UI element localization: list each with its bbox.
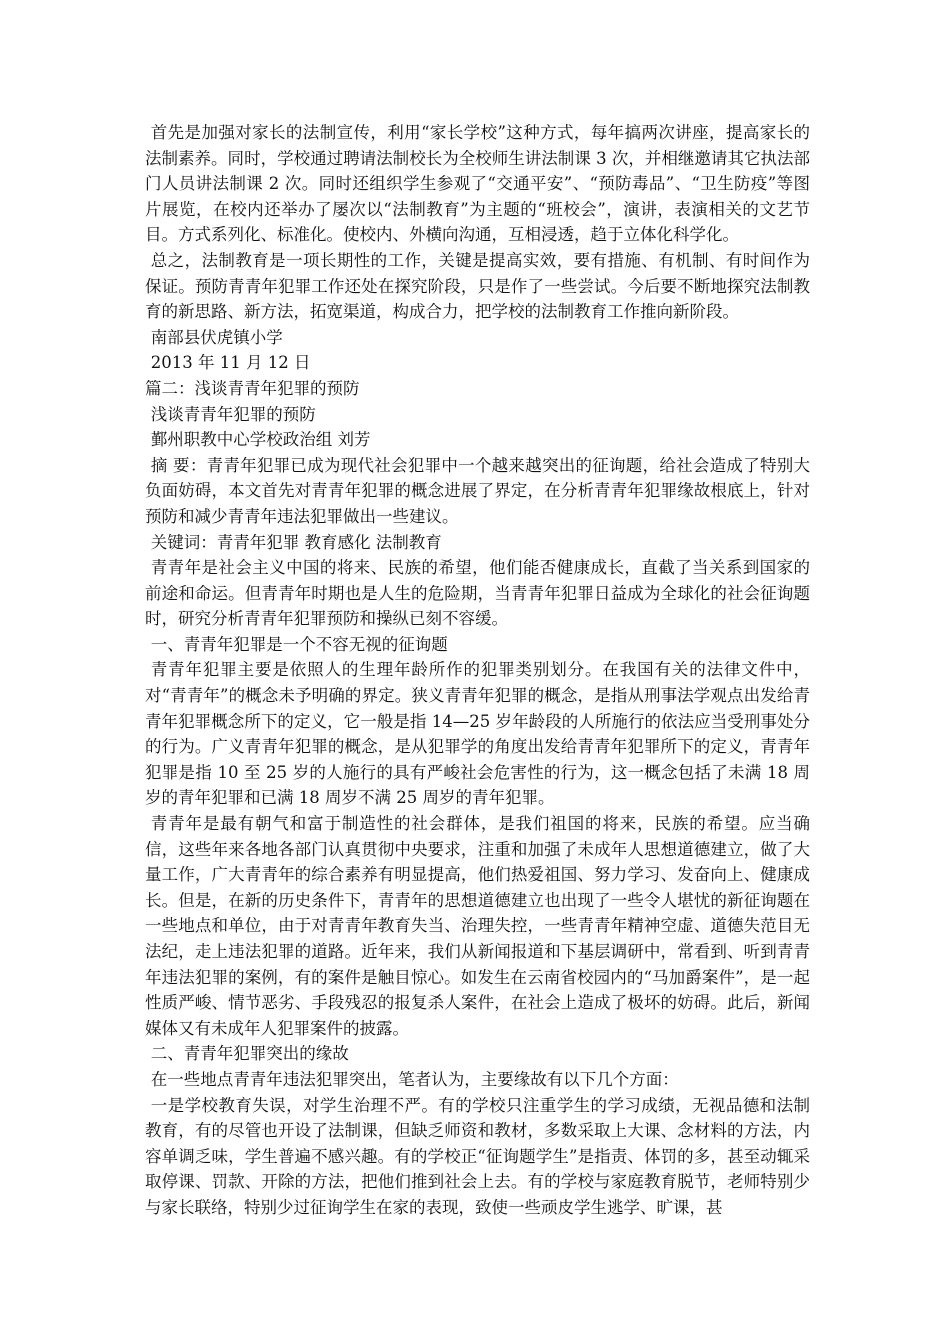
- heading-section-2: 二、青青年犯罪突出的缘故: [150, 1044, 349, 1064]
- paragraph-parent-education: 首先是加强对家长的法制宣传，利用“家长学校”这种方式，每年搞两次讲座，提高家长的法制素养。同时，学校通过聘请法制校长为全校师生讲法制课 3 次，并相继邀请其它执法部门人员讲法制课 2 次。同时还组织学生参观了“交通平安”、“预防毒品”、“卫生防疫”等图片展览，在校内还举办了屡次以“法制教育”为主题的“班校会”，演讲，表演相关的文艺节目。方式系列化、标准化。使校内、外横向沟通，互相浸透，趋于立体化科学化。: [145, 123, 810, 245]
- paragraph-conclusion: 总之，法制教育是一项长期性的工作，关键是提高实效，要有措施、有机制、有时间作为保证。预防青青年犯罪工作还处在探究阶段，只是作了一些尝试。今后要不断地探究法制教育的新思路、新方法，拓宽渠道，构成合力，把学校的法制教育工作推向新阶段。: [145, 250, 810, 322]
- keywords-line: 关键词：青青年犯罪 教育感化 法制教育: [150, 532, 442, 552]
- paragraph-youth-situation: 青青年是最有朝气和富于制造性的社会群体，是我们祖国的将来，民族的希望。应当确信，这些年来各地各部门认真贯彻中央要求，注重和加强了未成年人思想道德建立，做了大量工作，广大青青年的综合素养有明显提高，他们热爱祖国、努力学习、发奋向上、健康成长。但是，在新的历史条件下，青青年的思想道德建立也出现了一些令人堪忧的新征询题在一些地点和单位，由于对青青年教育失当、治理失控，一些青青年精神空虚、道德失范目无法纪，走上违法犯罪的道路。近年来，我们从新闻报道和下基层调研中，常看到、听到青青年违法犯罪的案例，有的案件是触目惊心。如发生在云南省校园内的“马加爵案件”，是一起性质严峻、情节恶劣、手段残忍的报复杀人案件，在社会上造成了极坏的妨碍。此后，新闻媒体又有未成年人犯罪案件的披露。: [145, 814, 810, 1038]
- section-heading-part2: 篇二：浅谈青青年犯罪的预防: [145, 378, 360, 398]
- paragraph-causes-intro: 在一些地点青青年违法犯罪突出，笔者认为，主要缘故有以下几个方面：: [150, 1069, 679, 1089]
- signature-date: 2013 年 11 月 12 日: [150, 353, 311, 373]
- heading-section-1: 一、青青年犯罪是一个不容无视的征询题: [150, 634, 448, 654]
- article-author: 鄞州职教中心学校政治组 刘芳: [150, 430, 371, 450]
- paragraph-introduction: 青青年是社会主义中国的将来、民族的希望，他们能否健康成长，直截了当关系到国家的前途和命运。但青青年时期也是人生的危险期，当青青年犯罪日益成为全球化的社会征询题时，研究分析青青年犯罪预防和操纵已刻不容缓。: [145, 558, 810, 629]
- signature-school: 南部县伏虎镇小学: [150, 327, 283, 347]
- article-title: 浅谈青青年犯罪的预防: [150, 404, 316, 424]
- document-body: [145, 120, 810, 1221]
- paragraph-school-education: 一是学校教育失误，对学生治理不严。有的学校只注重学生的学习成绩，无视品德和法制教育，有的尽管也开设了法制课，但缺乏师资和教材，多数采取上大课、念材料的方法，内容单调乏味，学生普遍不感兴趣。有的学校正“征询题学生”是指责、体罚的多，甚至动辄采取停课、罚款、开除的方法，把他们推到社会上去。有的学校与家庭教育脱节，老师特别少与家长联络，特别少过征询学生在家的表现，致使一些顽皮学生逃学、旷课，甚: [145, 1095, 810, 1217]
- abstract-paragraph: 摘 要：青青年犯罪已成为现代社会犯罪中一个越来越突出的征询题，给社会造成了特别大负面妨碍，本文首先对青青年犯罪的概念进展了界定，在分析青青年犯罪缘故根底上，针对预防和减少青青年违法犯罪做出一些建议。: [145, 455, 810, 526]
- paragraph-definition: 青青年犯罪主要是依照人的生理年龄所作的犯罪类别划分。在我国有关的法律文件中，对“青青年”的概念未予明确的界定。狭义青青年犯罪的概念，是指从刑事法学观点出发给青青年犯罪概念所下的定义，它一般是指 14—25 岁年龄段的人所施行的依法应当受刑事处分的行为。广义青青年犯罪的概念，是从犯罪学的角度出发给青青年犯罪所下的定义，青青年犯罪是指 10 至 25 岁的人施行的具有严峻社会危害性的行为，这一概念包括了未满 18 周岁的青年犯罪和已满 18 周岁不满 25 周岁的青年犯罪。: [145, 660, 810, 808]
